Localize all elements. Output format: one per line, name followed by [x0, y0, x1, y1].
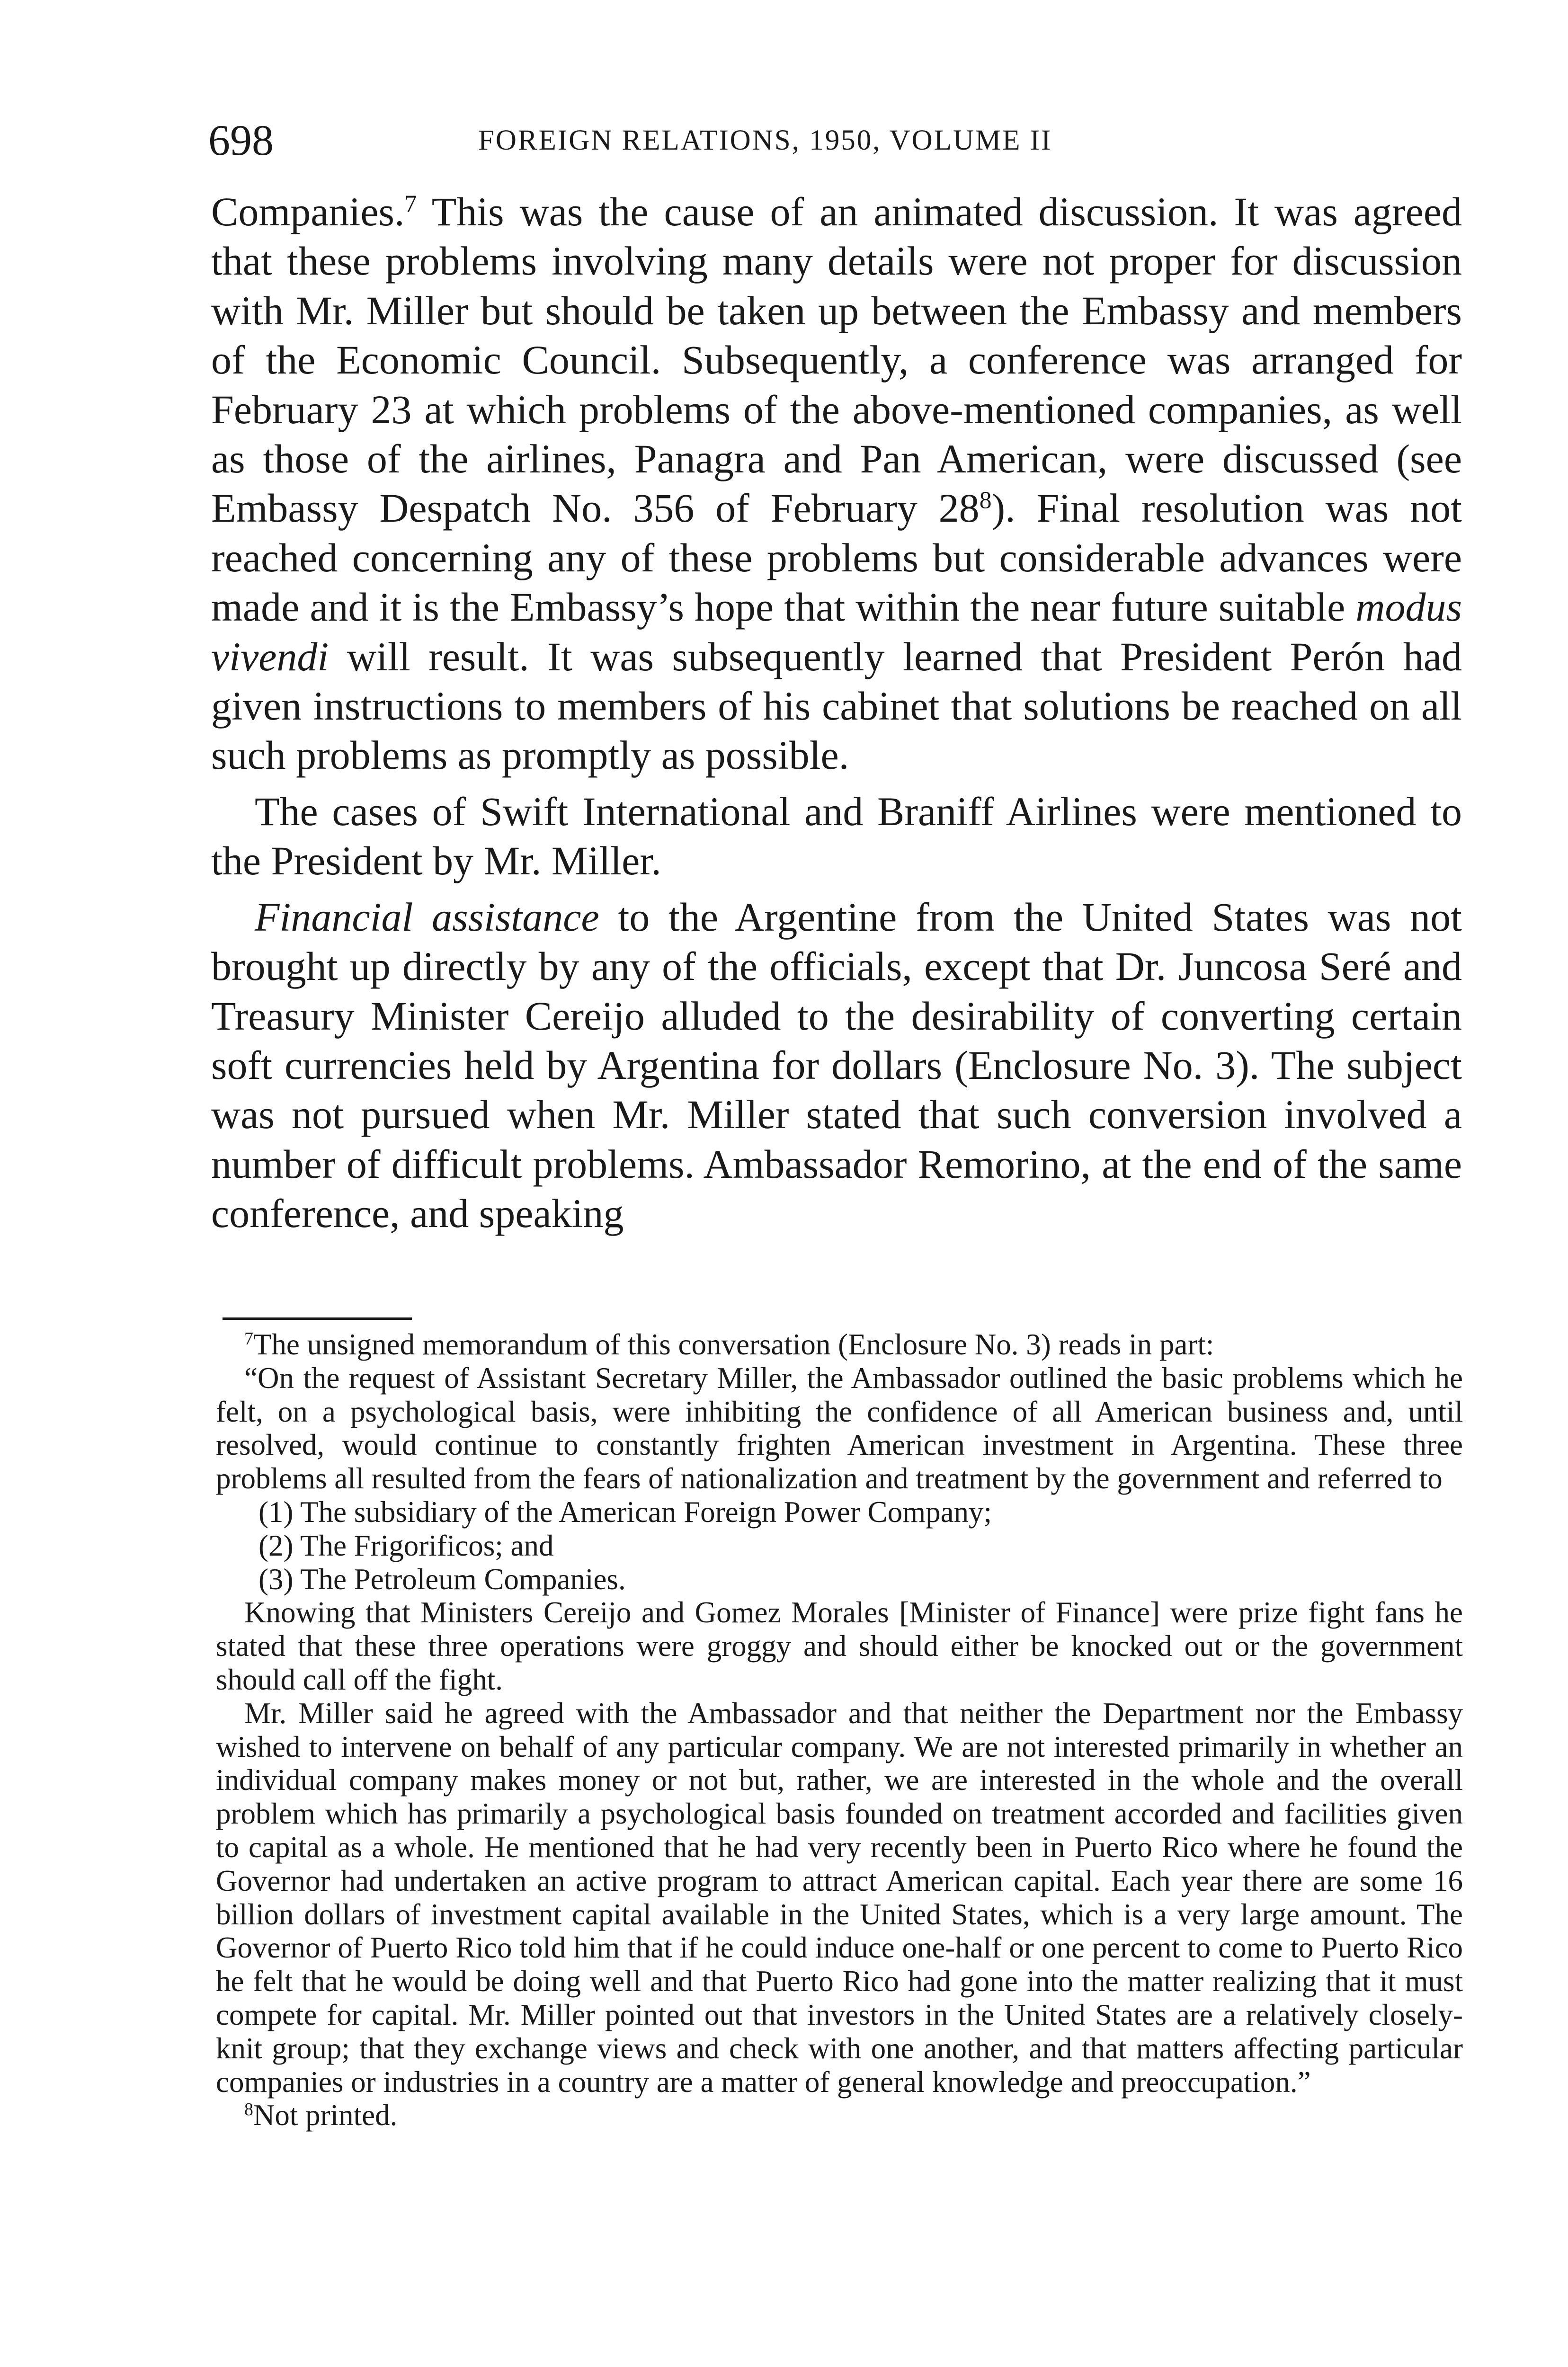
footnote-7-quote-1: “On the request of Assistant Secretary Miller, the Ambassador outlined the basic problems which he felt, on a psychological basis, were inhibiting the confidence of all American business and, until resolved, would continue to constantly frighten American investment in Argentina. These three problems all resulted from the fears of nationalization and treatment by the government and referred to — [216, 1361, 1463, 1495]
paragraph-3-italic: Financial assistance — [255, 894, 599, 940]
footnote-7-list-item: (3) The Petroleum Companies. — [258, 1562, 626, 1596]
footnote-7-quote-3: Mr. Miller said he agreed with the Ambassador and that neither the Department nor the Embassy wished to intervene on behalf of any particular company. We are not interested primarily in whether an individual company makes money or not but, rather, we are interested in the whole and the overall problem which has primarily a psychological basis founded on treatment accorded and facilities given to capital as a whole. He mentioned that he had very recently been in Puerto Rico where he found the Governor had undertaken an active program to attract American capital. Each year there are some 16 billion dollars of investment capital available in the United States, which is a very large amount. The Governor of Puerto Rico told him that if he could induce one-half or one percent to come to Puerto Rico he felt that he would be doing well and that Puerto Rico had gone into the matter realizing that it must compete for capital. Mr. Miller pointed out that investors in the United States are a relatively closely-knit group; that they exchange views and check with one another, and that matters affecting particular companies or industries in a country are a matter of general knowledge and preoccupation.” — [216, 1696, 1463, 2099]
footnote-7-intro-text: The unsigned memorandum of this conversation (Enclosure No. 3) reads in part: — [253, 1328, 1214, 1361]
paragraph-1-text-b: This was the cause of an animated discussion. It was agreed that these problems involving many details were not proper for discussion with Mr. Miller but should be taken up between the Embassy and members of the Economic Council. Subsequently, a conference was arranged for February 23 at which problems of the above-mentioned companies, as well as those of the airlines, Panagra and Pan American, were discussed (see Embassy Despatch No. 356 of February 28 — [211, 189, 1462, 531]
footnote-8 — [216, 2099, 1463, 2132]
paragraph-2: The cases of Swift International and Braniff Airlines were mentioned to the President by Mr. Miller. — [211, 788, 1462, 884]
footnotes — [216, 1328, 1463, 2132]
footnote-8-text: Not printed. — [253, 2099, 398, 2132]
page-header — [208, 112, 1468, 169]
paragraph-1-italic: modus vivendi — [211, 584, 1462, 679]
footnote-7-mark: 7 — [244, 1329, 253, 1349]
footnote-rule — [223, 1317, 412, 1320]
running-title: FOREIGN RELATIONS, 1950, VOLUME II — [478, 125, 1052, 156]
footnote-7-list — [216, 1495, 1463, 1596]
page-number: 698 — [208, 116, 274, 164]
footnote-7-quote-2: Knowing that Ministers Cereijo and Gomez Morales [Minister of Finance] were prize fight fans he stated that these three operations were groggy and should either be knocked out or the government should call off the fight. — [216, 1596, 1463, 1696]
paragraph-3 — [211, 892, 1462, 1238]
footnote-7-intro — [216, 1328, 1463, 1361]
paragraph-1-text-c: ). Final resolution was not reached concerning any of these problems but considerable advances were made and it is the Embassy’s hope that within the near future suitable — [211, 485, 1462, 630]
footnote-ref-8: 8 — [979, 487, 992, 515]
footnote-7-list-item: (2) The Frigorificos; and — [258, 1529, 554, 1562]
paragraph-1-text-d: will result. It was subsequently learned that President Perón had given instructions to members of his cabinet that solutions be reached on all such problems as promptly as possible. — [211, 633, 1462, 778]
paragraph-3-text: to the Argentine from the United States was not brought up directly by any of the officials, except that Dr. Juncosa Seré and Treasury Minister Cereijo alluded to the desirability of converting certain soft currencies held by Argentina for dollars (Enclosure No. 3). The subject was not pursued when Mr. Miller stated that such conversion involved a number of difficult problems. Ambassador Remorino, at the end of the same conference, and speaking — [211, 894, 1462, 1237]
main-text — [211, 187, 1462, 1238]
footnote-7-list-item: (1) The subsidiary of the American Foreign Power Company; — [258, 1495, 992, 1529]
footnote-ref-7: 7 — [404, 190, 417, 218]
paragraph-1 — [211, 187, 1462, 780]
paragraph-1-text-a: Companies. — [211, 189, 405, 234]
footnote-8-mark: 8 — [244, 2100, 253, 2120]
